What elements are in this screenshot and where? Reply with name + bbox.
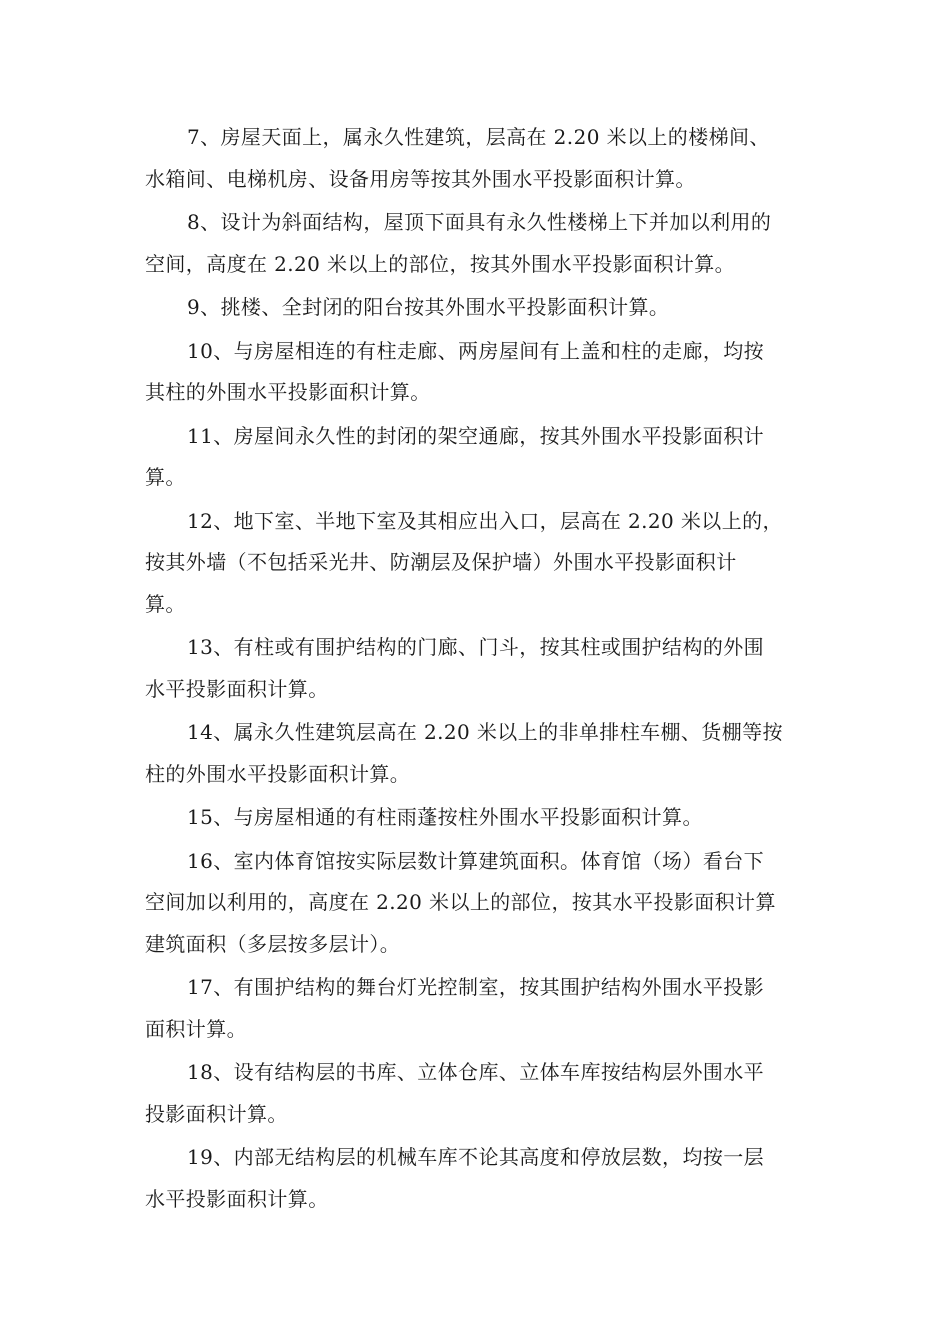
paragraph-16 [145, 841, 807, 966]
paragraph-line: 建筑面积（多层按多层计）。 [145, 931, 401, 956]
paragraph-line: 按其外墙（不包括采光井、防潮层及保护墙）外围水平投影面积计 [145, 550, 737, 574]
paragraph-7 [145, 117, 807, 200]
paragraph-line: 17、有围护结构的舞台灯光控制室，按其围护结构外围水平投影 [187, 975, 765, 999]
paragraph-19 [145, 1137, 807, 1220]
paragraph-line: 算。 [145, 591, 186, 616]
paragraph-line: 9、挑楼、全封闭的阳台按其外围水平投影面积计算。 [187, 295, 670, 319]
paragraph-line: 算。 [145, 465, 186, 489]
paragraph-line: 15、与房屋相通的有柱雨蓬按柱外围水平投影面积计算。 [187, 805, 703, 829]
paragraph-line: 面积计算。 [145, 1016, 247, 1041]
paragraph-line: 投影面积计算。 [145, 1101, 288, 1126]
paragraph-12 [145, 501, 807, 626]
paragraph-line: 8、设计为斜面结构，屋顶下面具有永久性楼梯上下并加以利用的 [187, 210, 772, 234]
paragraph-line: 空间，高度在 2.20 米以上的部位，按其外围水平投影面积计算。 [145, 251, 736, 276]
paragraph-15 [145, 797, 807, 839]
paragraph-line: 14、属永久性建筑层高在 2.20 米以上的非单排柱车棚、货棚等按 [187, 720, 783, 744]
paragraph-line: 13、有柱或有围护结构的门廊、门斗，按其柱或围护结构的外围 [187, 635, 765, 659]
paragraph-line: 水平投影面积计算。 [145, 1186, 329, 1211]
paragraph-10 [145, 331, 807, 414]
paragraph-8 [145, 202, 807, 285]
paragraph-17 [145, 967, 807, 1050]
paragraph-line: 10、与房屋相连的有柱走廊、两房屋间有上盖和柱的走廊，均按 [187, 338, 765, 363]
paragraph-line: 水平投影面积计算。 [145, 676, 329, 701]
paragraph-9 [145, 287, 807, 329]
paragraph-line: 16、室内体育馆按实际层数计算建筑面积。体育馆（场）看台下 [187, 848, 765, 873]
paragraph-line: 19、内部无结构层的机械车库不论其高度和停放层数，均按一层 [187, 1145, 765, 1169]
paragraph-13 [145, 627, 807, 710]
paragraph-14 [145, 712, 807, 795]
paragraph-line: 12、地下室、半地下室及其相应出入口，层高在 2.20 米以上的， [187, 508, 783, 533]
paragraph-line: 18、设有结构层的书库、立体仓库、立体车库按结构层外围水平 [187, 1060, 765, 1084]
paragraph-line: 7、房屋天面上，属永久性建筑，层高在 2.20 米以上的楼梯间、 [187, 125, 770, 149]
document-body [145, 117, 807, 1222]
paragraph-11 [145, 416, 807, 499]
paragraph-line: 空间加以利用的，高度在 2.20 米以上的部位，按其水平投影面积计算 [145, 890, 776, 914]
paragraph-line: 11、房屋间永久性的封闭的架空通廊，按其外围水平投影面积计 [187, 423, 765, 448]
paragraph-18 [145, 1052, 807, 1135]
paragraph-line: 其柱的外围水平投影面积计算。 [145, 380, 431, 404]
paragraph-line: 柱的外围水平投影面积计算。 [145, 761, 411, 786]
paragraph-line: 水箱间、电梯机房、设备用房等按其外围水平投影面积计算。 [145, 166, 696, 191]
